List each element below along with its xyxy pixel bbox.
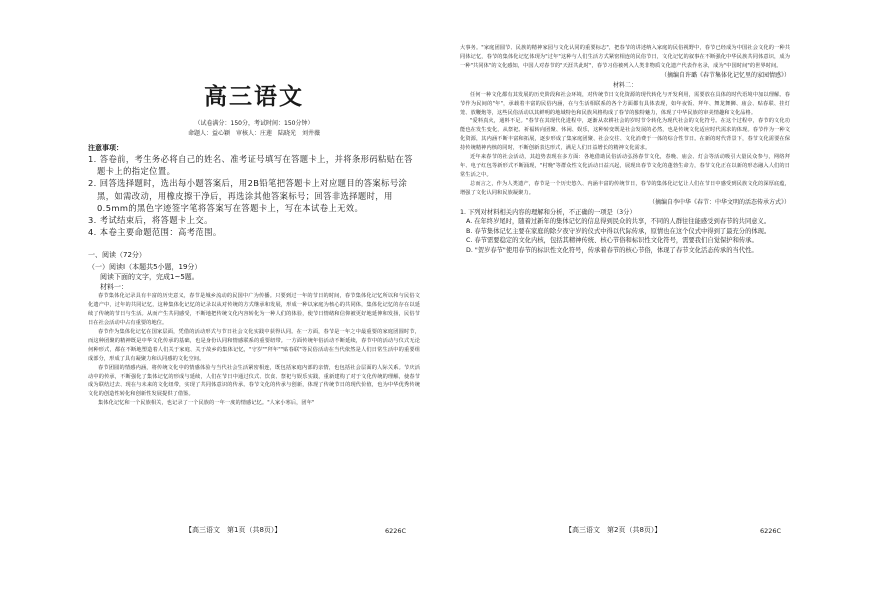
body-paragraph: 任何一种文化都有其发展的历史阶段和社会环境，对传统节日文化资源的现代转化与开发利用，需要放在具体的时代语境中加以理解。春节作为民间的"年"，承载着丰富的民俗内涵，在与生活相联系的各个方面都有具体表现，如年夜饭、拜年、舞龙舞狮、庙会、贴春联、挂灯笼、放鞭炮等，这些民俗活动以其鲜明的地域特色和民族风格构成了春节的独特魅力，体现了中华民族的审美情趣和文化品格。: [460, 91, 790, 116]
exam-info: （试卷满分：150分，考试时间：150分钟）: [194, 120, 314, 127]
paper-code: 6226C: [385, 527, 407, 535]
answer-option: C. 春节需要稳定的文化内核，包括其精神传统、核心节俗和标识性文化符号，需要我们自觉保护和传承。: [466, 237, 758, 245]
body-paragraph: 大事务。"家庭团圆节、民族的精神家园与文化认同的重要标志"，把春节的讲述纳入家庭的民俗视野中，春节已经成为中国社会文化的一种共同体记忆，春节的集体化记忆体现为"过年"这种与人们生活方式紧密相连的民俗节日，文化记忆的叙事在不断强化中华民族共同体意识，成为一种"共同体"的文化感知，中国人对春节的"天涯共此时"，春节习俗被列入人类非物质文化遗产代表作名录，成为"中国时间"的世界时间。: [460, 45, 790, 69]
notice-title: 注意事项：: [88, 144, 123, 152]
body-paragraph: 春节集体化记录具有丰富的历史意义，春节是城乡流动的民国中广为传播。只要到过一年的节日的时间，春节集体化记忆所以和与民俗文化遗产中，过年的共同记忆，这种集体化记忆的记录以从对传统的方式继承和发展，形成一种以家庭为核心的共同体，集体化记忆的存在以延续了传统的节日与生活。从而产生共同感受，不断地把传统文化内容转化为一种人们的体验，使节日情绪和信仰被更好地延伸和发扬，民俗节日在社会活动中占有重要的地位。: [88, 293, 420, 327]
notice-list: [88, 153, 420, 238]
notice-item: 3. 考试结束后，将答题卡上交。: [88, 215, 213, 226]
body-paragraph: 春节团圆的情感内涵，将传统文化中的情感体验与当代社会生活紧密相连，既包括家庭内部的亲情，也包括社会层面的人际关系。节庆活动中的传承，不断强化了集体记忆的形成与延续，人们在节日中通过仪式、饮食、祭祀与娱乐实践，重新建构了对于文化传统的理解，使春节成为联结过去、现在与未来的文化纽带，实现了共同体意识的传承。春节文化的传承与创新，体现了传统节日的现代价值，也为中华优秀传统文化的创造性转化和创新性发展提供了借鉴。: [88, 364, 420, 398]
page-two: [435, 0, 870, 615]
notice-item: 4. 本卷主要命题范围：高考范围。: [88, 227, 222, 238]
part-one-subheading: （一）阅读Ⅰ（本题共5小题，19分）: [88, 263, 202, 272]
exam-title: 高三语文: [204, 84, 304, 110]
source-citation: （摘编自许璐《春节集体化记忆里的家园情感》）: [660, 71, 790, 79]
reading-instruction: 阅读下面的文字，完成1~5题。: [100, 273, 199, 282]
body-paragraph: 春节作为集体化记忆在国家层面，凭借的活动形式与节日社会文化实践中获得认同。在一方面，春节是一年之中最重要的家庭团圆时节，而这种团聚的精神既是中华文化传承的基础，也是身份认同和情感联系的重要纽带。一方面传统年俗活动不断延续，春节中的活动与仪式无论何种形式，都在不断地塑造着人们关于家庭、关于故乡的集体记忆，"守岁""拜年""贴春联"等民俗活动在当代依然是人们日常生活中的重要组成部分，形成了具有凝聚力和认同感的文化空间。: [88, 329, 420, 362]
question-stem: 1. 下列对材料相关内容的理解和分析，不正确的一项是（3分）: [460, 208, 636, 216]
page-footer: 【高三语文 第1页（共8页）】: [185, 526, 282, 534]
answer-option: B. 春节集体记忆主要在家庭的除夕夜守岁的仪式中得以代际传承，原情也在这个仪式中得到了最充分的体现。: [466, 227, 771, 235]
paper-code: 6226C: [760, 527, 782, 535]
answer-option: A. 在年终岁尾时，随着过新年的集体记忆的信息得到民众的共享，不同的人群往往能感受到春节的共同意义。: [466, 218, 771, 226]
page-one-content: [88, 48, 420, 539]
material-two-label: 材料二：: [612, 81, 637, 89]
page-footer: 【高三语文 第2页（共8页）】: [565, 526, 662, 534]
material-one-label: 材料一：: [100, 283, 128, 292]
page-two-content: [460, 44, 790, 539]
body-paragraph: "爱料真火，通料不足。"春节在其现代化进程中，逐渐从农耕社会的岁时节令转化为现代社会的文化符号。在这个过程中，春节的文化功能也在发生变化，从祭祀、祈福转向团聚、休闲、娱乐，这种转变既是社会发展的必然，也是传统文化适应时代需求的体现。春节作为一种文化资源，其内涵不断丰富和拓展，逐步形成了集家庭团聚、社会交往、文化消费于一体的综合性节日。在新的时代背景下，春节文化需要在保持传统精神内核的同时，不断创新表达形式，满足人们日益增长的精神文化需求。: [460, 118, 790, 152]
notice-item: 1. 答卷前，考生务必将自己的姓名、准考证号填写在答题卡上，并将条形码粘贴在答题卡上的指定位置。: [88, 154, 413, 177]
exam-authors: 命题人：益心颖 审核人：庄莲 陆晓光 刘井薇: [187, 130, 320, 137]
notice-item: 2. 回答选择题时，选出每小题答案后，用2B铅笔把答题卡上对应题目的答案标号涂黑，如需改动，用橡皮擦干净后，再选涂其他答案标号；回答非选择题时，用0.5mm的黑色字迹签字笔将答案写在答题卡上，写在本试卷上无效。: [88, 178, 408, 213]
body-paragraph: 集体化记忆和一个民族相关，也记录了一个民族的一年一度的情感记忆。"人家小寒后，团年": [98, 400, 315, 407]
body-paragraph: 总而言之，作为人类遗产，春节是一个历史悠久、内涵丰富的传统节日，春节的集体化记忆让人们在节日中感受到民族文化的深厚底蕴，增强了文化认同和民族凝聚力。: [460, 180, 790, 196]
body-paragraph: 近年来春节的社会活动，其趋势表现在多方面：各地借助民俗活动弘扬春节文化，春晚、庙会、灯会等活动吸引大量民众参与，网络拜年、电子红包等新形式不断涌现，"村晚"等群众性文化活动日益兴起，展现出春节文化的蓬勃生命力，春节文化正在以新的形态融入人们的日常生活之中。: [460, 154, 790, 178]
part-one-heading: 一、阅读（72分）: [88, 251, 146, 260]
answer-option: D. "贺岁春节"使用春节的标识性文化符号，传承着春节的核心节俗，体现了春节文化活态传承的当代性。: [466, 246, 758, 254]
source-citation: （摘编自李中华《春节：中华文明的活态传承方式》）: [648, 198, 790, 206]
